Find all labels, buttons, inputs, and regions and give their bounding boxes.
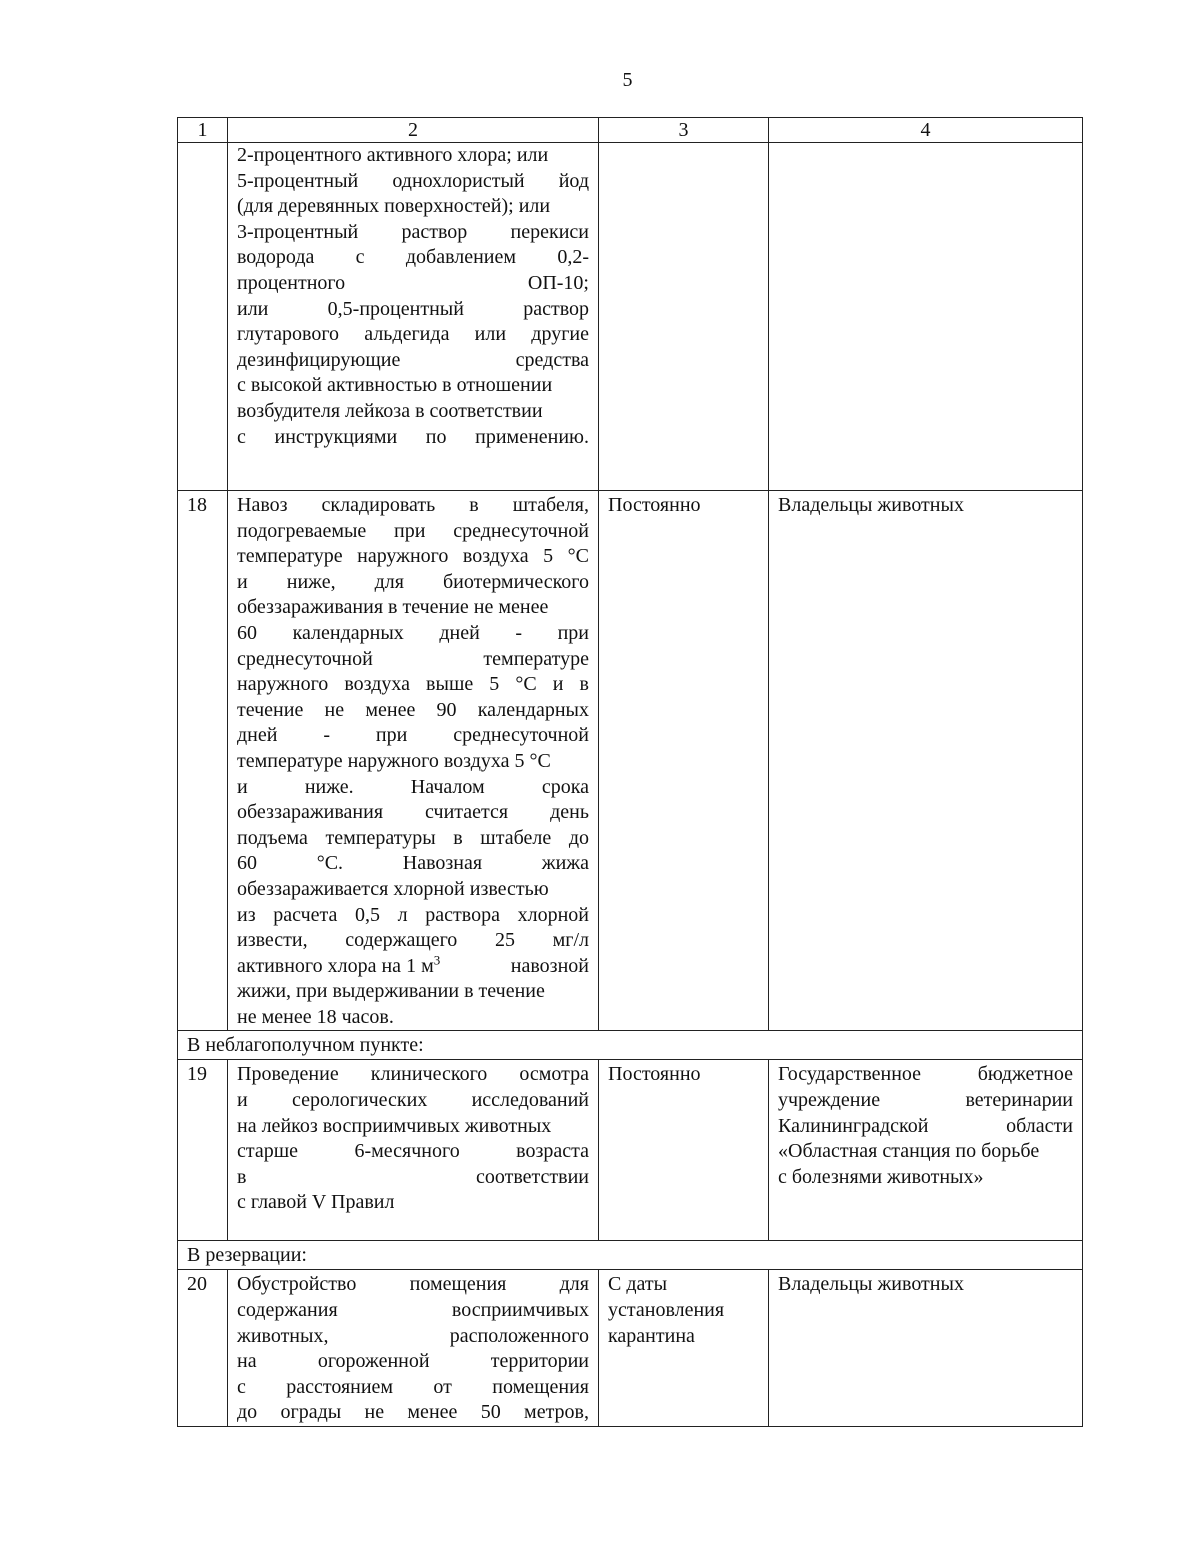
table-row-19 <box>178 1060 1083 1241</box>
responsible-cell: Владельцы животных <box>769 1270 1083 1427</box>
header-col-3: 3 <box>599 118 769 143</box>
text-line: с главой V Правил <box>237 1191 395 1214</box>
row-number-cell <box>178 143 228 491</box>
text-line: в соответствии <box>237 1165 589 1188</box>
responsible-cell: Владельцы животных <box>769 491 1083 1031</box>
text-line: с расстоянием от помещения <box>237 1375 589 1398</box>
text-line: 2-процентного активного хлора; или <box>237 144 549 166</box>
text-line: обеззараживается хлорной известью <box>237 877 549 900</box>
row-number-cell: 19 <box>178 1060 228 1241</box>
text-line: установления <box>608 1299 725 1322</box>
text-line: «Областная станция по борьбе <box>778 1140 1040 1163</box>
text-fragment <box>237 954 440 980</box>
text-line: обеззараживания в течение не менее <box>237 596 549 619</box>
text-line: дезинфицирующие средства <box>237 348 589 371</box>
header-col-2: 2 <box>228 118 599 143</box>
text-line: и ниже, для биотермического <box>237 570 589 593</box>
text-line: подогреваемые при среднесуточной <box>237 519 589 542</box>
text-line: учреждение ветеринарии <box>778 1089 1073 1112</box>
text-line: 60 °С. Навозная жижа <box>237 852 589 875</box>
text-line: и серологических исследований <box>237 1089 589 1112</box>
text-line: из расчета 0,5 л раствора хлорной <box>237 903 589 926</box>
text-line: до ограды не менее 50 метров, <box>237 1401 589 1424</box>
text-line: Обустройство помещения для <box>237 1273 589 1296</box>
text-line: С даты <box>608 1273 668 1296</box>
table-row-continuation <box>178 143 1083 491</box>
text-line: обеззараживания считается день <box>237 801 589 824</box>
text-line: Калининградской области <box>778 1114 1073 1137</box>
text-line: температуре наружного воздуха 5 °С <box>237 749 551 772</box>
section-row <box>178 1031 1083 1060</box>
table-row-20 <box>178 1270 1083 1427</box>
text-fragment: активного хлора на 1 м <box>237 954 434 977</box>
text-line: на лейкоз восприимчивых животных <box>237 1114 552 1137</box>
text-line: дней - при среднесуточной <box>237 724 589 747</box>
text-line: не менее 18 часов. <box>237 1005 394 1028</box>
text-line: наружного воздуха выше 5 °С и в <box>237 673 589 696</box>
text-line: температуре наружного воздуха 5 °С <box>237 545 589 568</box>
page-number: 5 <box>622 69 633 91</box>
text-line: и ниже. Началом срока <box>237 775 589 798</box>
table-header-row <box>178 118 1083 143</box>
responsible-cell <box>769 143 1083 491</box>
text-line: 5-процентный однохлористый йод <box>237 169 589 192</box>
measure-cell <box>228 491 599 1031</box>
table-row-18 <box>178 491 1083 1031</box>
text-line: Государственное бюджетное <box>778 1063 1073 1086</box>
text-line: жижи, при выдерживании в течение <box>237 980 545 1003</box>
text-line: карантина <box>608 1324 695 1347</box>
measure-cell <box>228 1060 599 1241</box>
text-line: Проведение клинического осмотра <box>237 1063 589 1086</box>
section-row <box>178 1241 1083 1270</box>
section-title: В неблагополучном пункте: <box>178 1031 1083 1060</box>
row-number-cell: 20 <box>178 1270 228 1427</box>
text-line: старше 6-месячного возраста <box>237 1140 589 1163</box>
text-line: возбудителя лейкоза в соответствии <box>237 399 543 422</box>
term-cell: Постоянно <box>599 491 769 1031</box>
text-line: течение не менее 90 календарных <box>237 698 589 721</box>
text-line: (для деревянных поверхностей); или <box>237 195 551 218</box>
header-col-4: 4 <box>769 118 1083 143</box>
responsible-cell <box>769 1060 1083 1241</box>
row-number-cell: 18 <box>178 491 228 1031</box>
text-line: на огороженной территории <box>237 1350 589 1373</box>
text-line <box>237 954 589 980</box>
text-line: Навоз складировать в штабеля, <box>237 494 589 516</box>
measure-cell <box>228 143 599 491</box>
text-line: с болезнями животных» <box>778 1165 984 1188</box>
term-cell: Постоянно <box>599 1060 769 1241</box>
text-line: 60 календарных дней - при <box>237 621 589 644</box>
measure-cell <box>228 1270 599 1427</box>
text-line: 3-процентный раствор перекиси <box>237 220 589 243</box>
text-line: подъема температуры в штабеле до <box>237 826 589 849</box>
superscript: 3 <box>433 952 441 968</box>
text-line: с инструкциями по применению. <box>237 425 589 448</box>
text-line: глутарового альдегида или другие <box>237 323 589 346</box>
text-line: процентного ОП-10; <box>237 271 589 294</box>
text-line: с высокой активностью в отношении <box>237 374 553 397</box>
text-fragment: навозной <box>510 954 589 977</box>
text-line: или 0,5-процентный раствор <box>237 297 589 320</box>
text-line: содержания восприимчивых <box>237 1299 589 1322</box>
header-col-1: 1 <box>178 118 228 143</box>
section-title: В резервации: <box>178 1241 1083 1270</box>
text-line: среднесуточной температуре <box>237 647 589 670</box>
text-line: извести, содержащего 25 мг/л <box>237 929 589 952</box>
text-line: водорода с добавлением 0,2- <box>237 246 589 269</box>
term-cell <box>599 1270 769 1427</box>
measures-table <box>177 117 1083 1427</box>
text-line: животных, расположенного <box>237 1324 589 1347</box>
term-cell <box>599 143 769 491</box>
